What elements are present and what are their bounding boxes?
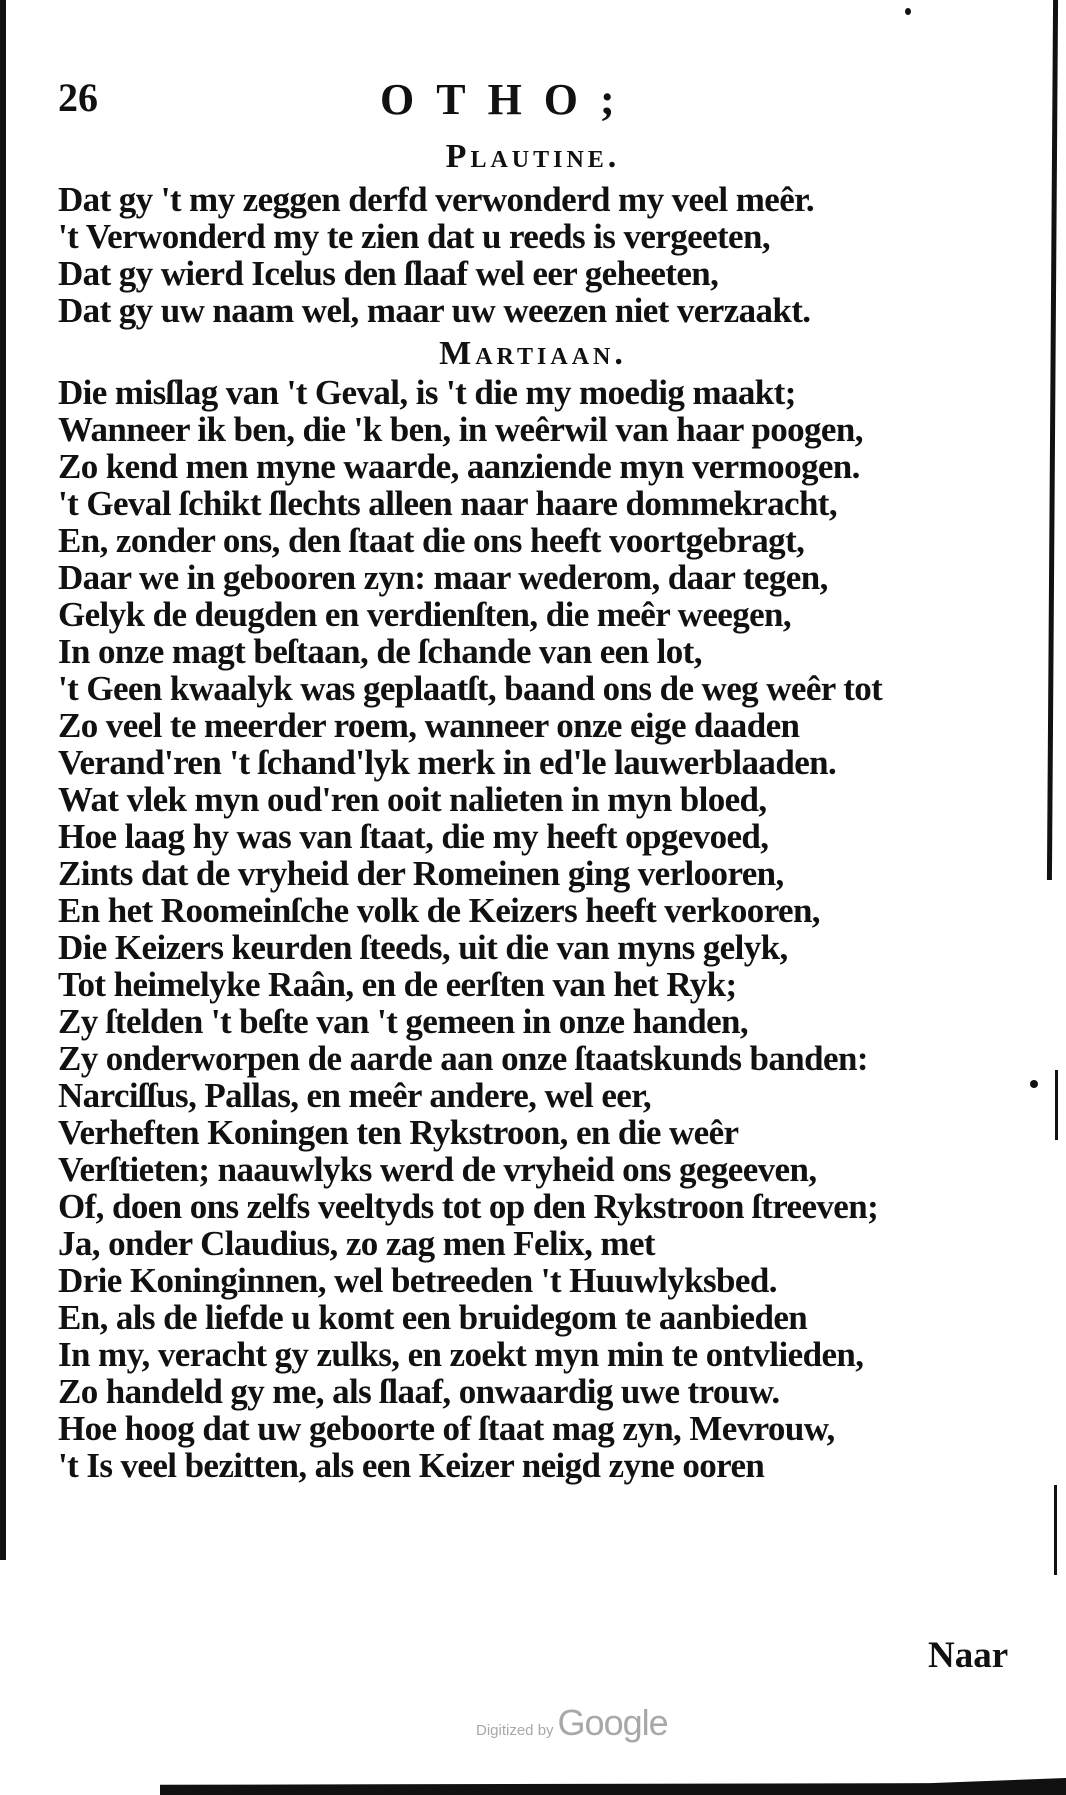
verse-line: Gelyk de deugden en verdienſten, die meêr weegen, — [58, 595, 792, 634]
verse-line: Verand'ren 't ſchand'lyk merk in ed'le lauwerblaaden. — [58, 743, 837, 782]
verse-line: Dat gy 't my zeggen derfd verwonderd my veel meêr. — [58, 180, 814, 219]
google-logo: Google — [557, 1702, 668, 1743]
verse-line: Ja, onder Claudius, zo zag men Felix, met — [58, 1224, 655, 1263]
verse-line: Zy ſtelden 't beſte van 't gemeen in onze handen, — [58, 1002, 749, 1041]
verse-line: Dat gy wierd Icelus den ſlaaf wel eer geheeten, — [58, 254, 719, 293]
verse-line: Zints dat de vryheid der Romeinen ging verlooren, — [58, 854, 784, 893]
verse-line: Die misſlag van 't Geval, is 't die my moedig maakt; — [58, 373, 796, 412]
digitized-watermark — [476, 1702, 668, 1743]
verse-line: 't Geval ſchikt ſlechts alleen naar haare dommekracht, — [58, 484, 838, 523]
verse-line: Zo handeld gy me, als ſlaaf, onwaardig uwe trouw. — [58, 1372, 780, 1411]
verse-line: Of, doen ons zelfs veeltyds tot op den Rykstroon ſtreeven; — [58, 1187, 879, 1226]
ink-speck — [905, 8, 911, 15]
verse-line: 't Geen kwaalyk was geplaatſt, baand ons de weg weêr tot — [58, 669, 883, 708]
verse-line: Wanneer ik ben, die 'k ben, in weêrwil van haar poogen, — [58, 410, 863, 449]
verse-line: In onze magt beſtaan, de ſchande van een lot, — [58, 632, 702, 671]
watermark-prefix: Digitized by — [476, 1722, 554, 1739]
verse-line: Daar we in gebooren zyn: maar wederom, daar tegen, — [58, 558, 828, 597]
verse-line: Zo kend men myne waarde, aanziende myn vermoogen. — [58, 447, 860, 486]
speaker-name: Martiaan. — [439, 335, 627, 372]
verse-line: Hoe hoog dat uw geboorte of ſtaat mag zyn, Mevrouw, — [58, 1409, 835, 1448]
verse-line: En het Roomeinſche volk de Keizers heeft verkooren, — [58, 891, 820, 930]
margin-mark — [1030, 1080, 1038, 1088]
page-number: 26 — [58, 75, 98, 120]
right-page-edge-fragment — [1054, 1485, 1057, 1575]
verse-line: Zo veel te meerder roem, wanneer onze eige daaden — [58, 706, 800, 745]
verse-line: 't Is veel bezitten, als een Keizer neigd zyne ooren — [58, 1446, 765, 1485]
verse-line: Die Keizers keurden ſteeds, uit die van myns gelyk, — [58, 928, 788, 967]
verse-line: Verſtieten; naauwlyks werd de vryheid ons gegeeven, — [58, 1150, 817, 1189]
verse-line: In my, veracht gy zulks, en zoekt myn min te ontvlieden, — [58, 1335, 864, 1374]
verse-line: Tot heimelyke Raân, en de eerſten van het Ryk; — [58, 965, 737, 1004]
left-page-edge — [0, 0, 6, 1560]
verse-line: Hoe laag hy was van ſtaat, die my heeft opgevoed, — [58, 817, 769, 856]
right-page-edge-fragment — [1055, 1070, 1058, 1140]
scan-bottom-edge — [160, 1778, 1066, 1795]
verse-line: Verheften Koningen ten Rykstroon, en die weêr — [58, 1113, 739, 1152]
verse-line: Zy onderworpen de aarde aan onze ſtaatskunds banden: — [58, 1039, 868, 1078]
right-page-edge — [1047, 0, 1058, 880]
speaker-name: Plautine. — [445, 138, 621, 175]
verse-line: En, als de liefde u komt een bruidegom te aanbieden — [58, 1298, 808, 1337]
verse-line: Dat gy uw naam wel, maar uw weezen niet verzaakt. — [58, 291, 811, 330]
verse-line: Wat vlek myn oud'ren ooit nalieten in myn bloed, — [58, 780, 767, 819]
verse-line: Narciſſus, Pallas, en meêr andere, wel eer, — [58, 1076, 652, 1115]
verse-line: Drie Koninginnen, wel betreeden 't Huuwlyksbed. — [58, 1261, 777, 1300]
verse-line: 't Verwonderd my te zien dat u reeds is vergeeten, — [58, 217, 771, 256]
verse-line: En, zonder ons, den ſtaat die ons heeft voortgebragt, — [58, 521, 805, 560]
catchword: Naar — [928, 1635, 1009, 1676]
running-title: OTHO; — [380, 75, 637, 124]
